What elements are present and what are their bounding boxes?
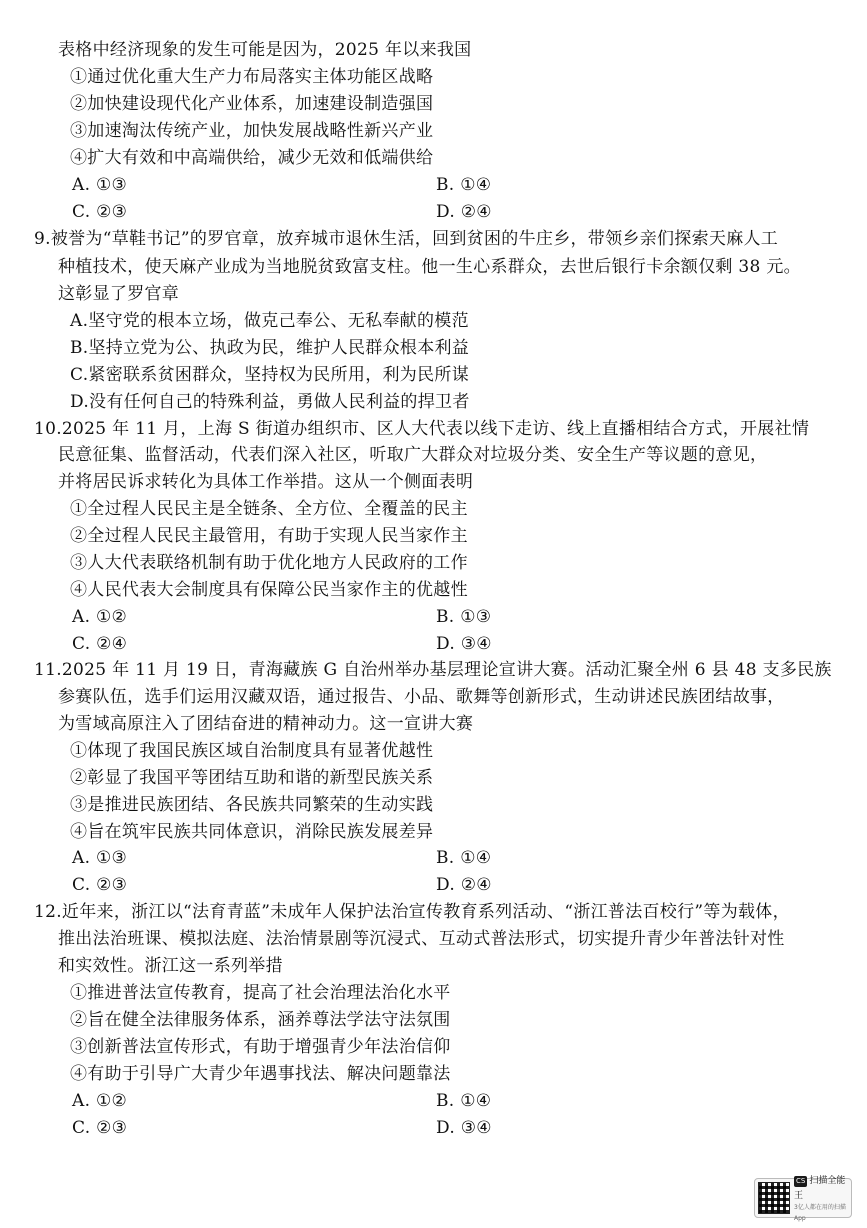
watermark-subtitle: 3亿人都在用的扫描App bbox=[794, 1204, 846, 1222]
q11-option-c: C. ②③ bbox=[72, 875, 128, 895]
q12-stem-line-2: 推出法治班课、模拟法庭、法治情景剧等沉浸式、互动式普法形式，切实提升青少年普法针对性 bbox=[58, 929, 785, 949]
q11-statement-1: ①体现了我国民族区域自治制度具有显著优越性 bbox=[70, 741, 434, 761]
q9-stem-line-2: 种植技术，使天麻产业成为当地脱贫致富支柱。他一生心系群众，去世后银行卡余额仅剩 38 元。 bbox=[58, 257, 801, 277]
watermark-text bbox=[794, 1172, 848, 1224]
q11-statement-2: ②彰显了我国平等团结互助和谐的新型民族关系 bbox=[70, 768, 434, 788]
q12-option-a: A. ①② bbox=[72, 1091, 128, 1111]
q10-option-b: B. ①③ bbox=[436, 607, 492, 627]
q10-statement-1: ①全过程人民民主是全链条、全方位、全覆盖的民主 bbox=[70, 499, 468, 519]
q10-option-c: C. ②④ bbox=[72, 634, 128, 654]
q12-statement-3: ③创新普法宣传形式，有助于增强青少年法治信仰 bbox=[70, 1037, 451, 1057]
q10-option-a: A. ①② bbox=[72, 607, 128, 627]
q11-stem-line-2: 参赛队伍，选手们运用汉藏双语，通过报告、小品、歌舞等创新形式，生动讲述民族团结故事， bbox=[58, 687, 785, 707]
q8-stem: 表格中经济现象的发生可能是因为，2025 年以来我国 bbox=[58, 40, 472, 60]
q10-stem-line-1: 10.2025 年 11 月，上海 S 街道办组织市、区人大代表以线下走访、线上直播相结合方式，开展社情 bbox=[34, 419, 810, 439]
q10-stem-line-3: 并将居民诉求转化为具体工作举措。这从一个侧面表明 bbox=[58, 472, 474, 492]
q8-statement-3: ③加速淘汰传统产业，加快发展战略性新兴产业 bbox=[70, 121, 434, 141]
q10-stem-line-2: 民意征集、监督活动，代表们深入社区，听取广大群众对垃圾分类、安全生产等议题的意见， bbox=[58, 445, 768, 465]
qr-code-icon bbox=[758, 1182, 790, 1214]
q12-statement-2: ②旨在健全法律服务体系，涵养尊法学法守法氛围 bbox=[70, 1010, 451, 1030]
q12-statement-1: ①推进普法宣传教育，提高了社会治理法治化水平 bbox=[70, 983, 451, 1003]
q10-statement-4: ④人民代表大会制度具有保障公民当家作主的优越性 bbox=[70, 580, 468, 600]
q8-statement-1: ①通过优化重大生产力布局落实主体功能区战略 bbox=[70, 67, 434, 87]
camscanner-logo-icon: CS bbox=[796, 1177, 806, 1185]
q10-option-d: D. ③④ bbox=[436, 634, 492, 654]
q11-statement-3: ③是推进民族团结、各民族共同繁荣的生动实践 bbox=[70, 795, 434, 815]
q10-statement-3: ③人大代表联络机制有助于优化地方人民政府的工作 bbox=[70, 553, 468, 573]
q8-option-c: C. ②③ bbox=[72, 202, 128, 222]
q12-stem-line-1: 12.近年来，浙江以“法育青蓝”未成年人保护法治宣传教育系列活动、“浙江普法百校行”等为载体， bbox=[34, 902, 790, 922]
q9-stem-line-1: 9.被誉为“草鞋书记”的罗官章，放弃城市退休生活，回到贫困的牛庄乡，带领乡亲们探索天麻人工 bbox=[34, 229, 779, 249]
q11-stem-line-1: 11.2025 年 11 月 19 日，青海藏族 G 自治州举办基层理论宣讲大赛。活动汇聚全州 6 县 48 支多民族 bbox=[34, 660, 832, 680]
q9-option-c: C.紧密联系贫困群众，坚持权为民所用，利为民所谋 bbox=[70, 365, 470, 385]
q12-statement-4: ④有助于引导广大青少年遇事找法、解决问题靠法 bbox=[70, 1064, 451, 1084]
q9-option-b: B.坚持立党为公、执政为民，维护人民群众根本利益 bbox=[70, 338, 470, 358]
q9-option-d: D.没有任何自己的特殊利益，勇做人民利益的捍卫者 bbox=[70, 392, 470, 412]
q8-option-d: D. ②④ bbox=[436, 202, 492, 222]
watermark-app-name: 扫描全能王 bbox=[794, 1176, 846, 1201]
q12-option-c: C. ②③ bbox=[72, 1118, 128, 1138]
q8-statement-2: ②加快建设现代化产业体系，加速建设制造强国 bbox=[70, 94, 434, 114]
q9-stem-line-3: 这彰显了罗官章 bbox=[58, 284, 180, 304]
q10-statement-2: ②全过程人民民主最管用，有助于实现人民当家作主 bbox=[70, 526, 468, 546]
q9-option-a: A.坚守党的根本立场，做克己奉公、无私奉献的模范 bbox=[70, 311, 469, 331]
q12-stem-line-3: 和实效性。浙江这一系列举措 bbox=[58, 956, 283, 976]
q8-option-b: B. ①④ bbox=[436, 175, 492, 195]
q12-option-b: B. ①④ bbox=[436, 1091, 492, 1111]
q11-statement-4: ④旨在筑牢民族共同体意识，消除民族发展差异 bbox=[70, 822, 434, 842]
q11-option-d: D. ②④ bbox=[436, 875, 492, 895]
q12-option-d: D. ③④ bbox=[436, 1118, 492, 1138]
q11-option-a: A. ①③ bbox=[72, 848, 128, 868]
q8-option-a: A. ①③ bbox=[72, 175, 128, 195]
q11-stem-line-3: 为雪域高原注入了团结奋进的精神动力。这一宣讲大赛 bbox=[58, 714, 474, 734]
q11-option-b: B. ①④ bbox=[436, 848, 492, 868]
q8-statement-4: ④扩大有效和中高端供给，减少无效和低端供给 bbox=[70, 148, 434, 168]
scanner-watermark bbox=[754, 1176, 852, 1222]
